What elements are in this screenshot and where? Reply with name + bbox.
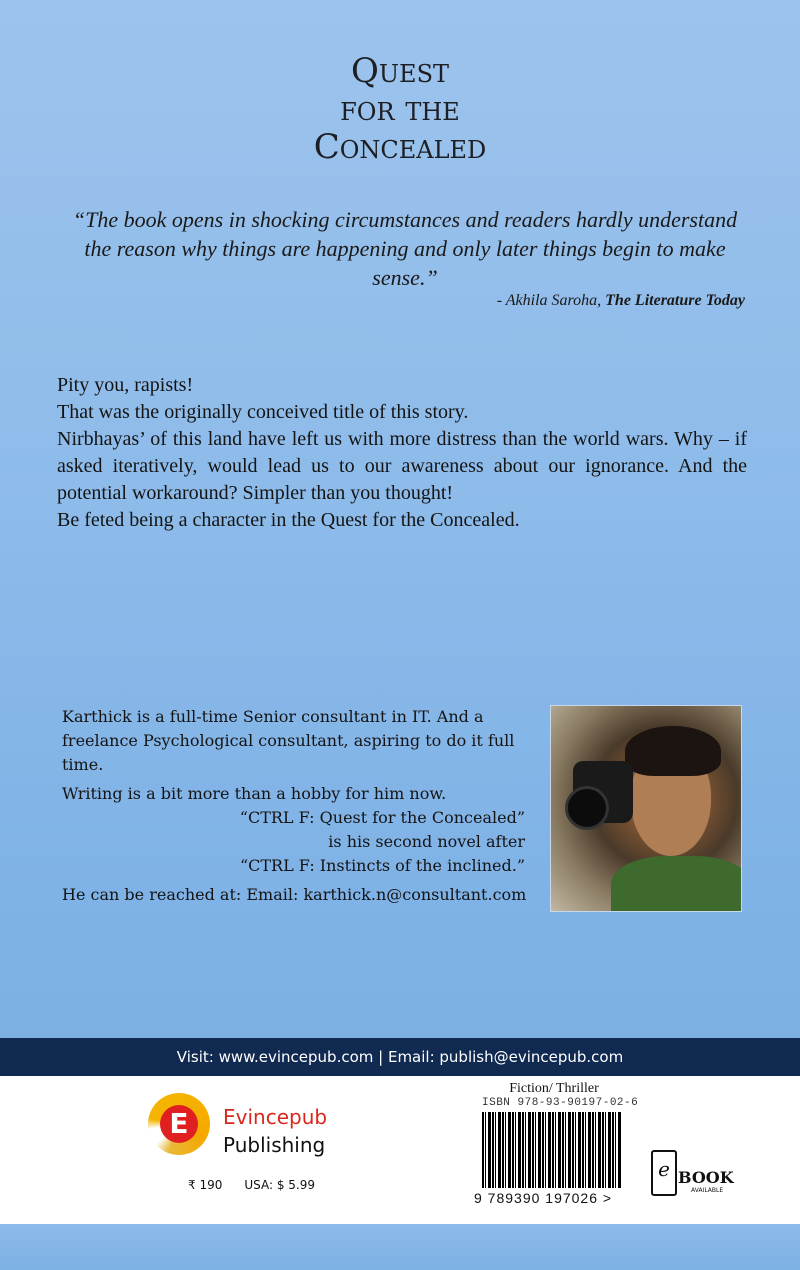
blurb-line-4: Be feted being a character in the Quest for the Concealed. [57, 509, 520, 531]
author-photo [550, 705, 742, 912]
author-bio [62, 705, 537, 907]
barcode-number: 9 789390 197026 > [474, 1190, 613, 1206]
author-contact: He can be reached at: Email: karthick.n@consultant.com [62, 885, 527, 904]
ebook-available: AVAILABLE [691, 1187, 724, 1194]
bio-intro: Karthick is a full-time Senior consultant in IT. And a freelance Psychological consultant, aspiring to do it full time. [62, 707, 515, 774]
title-line-3: Concealed [313, 127, 487, 167]
back-cover-footer [0, 1076, 800, 1224]
price-inr: ₹ 190 [188, 1178, 223, 1192]
publisher-logo-letter: E [160, 1105, 198, 1143]
title-line-1: Quest [350, 51, 450, 91]
publisher-name-line2: Publishing [223, 1133, 326, 1157]
review-attribution [497, 292, 745, 310]
genre-label: Fiction/ Thriller [509, 1081, 599, 1096]
review-source: The Literature Today [605, 292, 745, 309]
book-blurb [57, 372, 747, 534]
ebook-label: BOOK [678, 1168, 734, 1187]
review-quote: “The book opens in shocking circumstances and readers hardly understand the reason why things are happening and only later things begin to make sense.” [72, 207, 738, 290]
price-info [188, 1178, 337, 1192]
bio-novel-title: “CTRL F: Quest for the Concealed” [239, 808, 525, 827]
bottom-strip [0, 1224, 800, 1270]
bio-first-novel: “CTRL F: Instincts of the inclined.” [239, 856, 525, 875]
publisher-name: Evincepub [223, 1105, 328, 1129]
bio-second-novel: is his second novel after [328, 832, 525, 851]
contact-band: Visit: www.evincepub.com | Email: publish@evincepub.com [0, 1038, 800, 1076]
blurb-paragraph: Nirbhayas’ of this land have left us with more distress than the world wars. Why – if asked iteratively, would lead us to our awareness about our ignorance. And the potential workaround? Simpler than you thought! [57, 428, 747, 504]
ebook-icon: e [651, 1150, 677, 1196]
blurb-line-2: That was the originally conceived title of this story. [57, 401, 469, 423]
isbn-label: ISBN 978-93-90197-02-6 [482, 1097, 639, 1109]
price-usd: USA: $ 5.99 [244, 1178, 316, 1192]
blurb-line-1: Pity you, rapists! [57, 374, 194, 396]
title-line-2: for the [340, 89, 460, 129]
attribution-prefix: - Akhila Saroha, [496, 292, 606, 309]
bio-hobby: Writing is a bit more than a hobby for him now. [62, 784, 447, 803]
barcode [482, 1112, 622, 1188]
